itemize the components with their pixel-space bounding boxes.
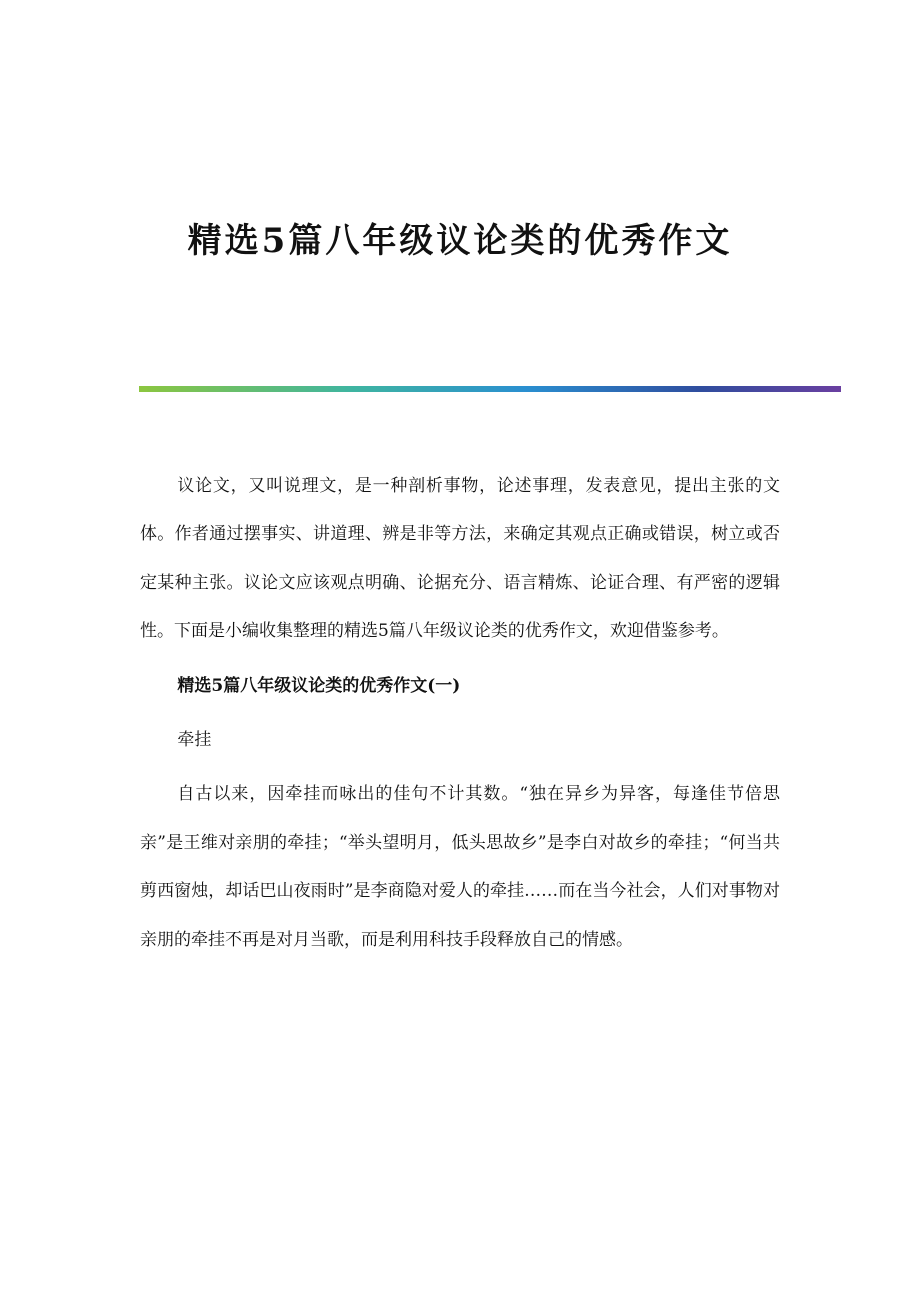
essay-title: 牵挂 [177,730,212,751]
gradient-divider [139,386,841,392]
section-heading: 精选5篇八年级议论类的优秀作文(一) [177,675,461,696]
essay-paragraph: 自古以来，因牵挂而咏出的佳句不计其数。“独在异乡为异客，每逢佳节倍思亲”是王维对亲朋的牵挂；“举头望明月，低头思故乡”是李白对故乡的牵挂；“何当共剪西窗烛，却话巴山夜雨时”是李商隐对爱人的牵挂……而在当今社会，人们对事物对亲朋的牵挂不再是对月当歌，而是利用科技手段释放自己的情感。 [140,784,780,950]
document-body [140,462,780,964]
document-title: 精选5篇八年级议论类的优秀作文 [187,221,733,261]
intro-paragraph: 议论文，又叫说理文，是一种剖析事物，论述事理，发表意见，提出主张的文体。作者通过摆事实、讲道理、辨是非等方法，来确定其观点正确或错误，树立或否定某种主张。议论文应该观点明确、论据充分、语言精炼、论证合理、有严密的逻辑性。下面是小编收集整理的精选5篇八年级议论类的优秀作文，欢迎借鉴参考。 [140,476,780,642]
